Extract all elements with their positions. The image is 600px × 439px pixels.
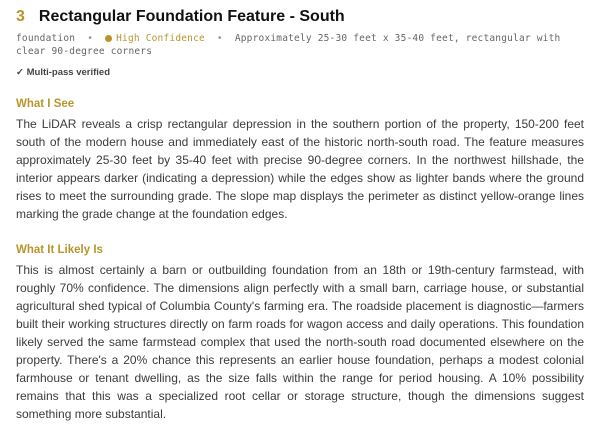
- meta-separator: •: [87, 33, 94, 44]
- feature-type: foundation: [16, 33, 76, 44]
- meta-separator: •: [216, 33, 223, 44]
- section-heading-what-it-likely-is: What It Likely Is: [16, 244, 103, 256]
- section-heading-what-i-see: What I See: [16, 98, 75, 110]
- confidence-label: High Confidence: [116, 33, 205, 44]
- section-body-what-i-see: The LiDAR reveals a crisp rectangular depression in the southern portion of the property, 150-200 feet south of the modern house and immediately east of the historic north-south road. The feature measures approximately 25-30 feet by 35-40 feet with precise 90-degree corners. In the northwest hillshade, the interior appears darker (indicating a depression) while the edges show as lighter bands where the ground rises to meet the surrounding grade. The slope map displays the perimeter as distinct yellow-orange lines marking the grade change at the foundation edges.: [16, 117, 584, 221]
- feature-dimensions: Approximately 25-30 feet x 35-40 feet, rectangular with clear 90-degree corners: [16, 33, 561, 57]
- verification-label: Multi-pass verified: [26, 67, 111, 78]
- check-icon: ✓: [16, 67, 24, 78]
- verification-status: [16, 67, 584, 78]
- feature-title: Rectangular Foundation Feature - South: [38, 8, 345, 25]
- feature-header: [16, 8, 584, 26]
- confidence-dot-icon: [105, 35, 112, 42]
- confidence-badge: [105, 33, 205, 44]
- feature-number: 3: [16, 8, 25, 25]
- feature-meta: [16, 32, 584, 58]
- section-body-what-it-likely-is: This is almost certainly a barn or outbuilding foundation from an 18th or 19th-century farmstead, with roughly 70% confidence. The dimensions align perfectly with a small barn, carriage house, or substantial agricultural shed typical of Columbia County's farming era. The roadside placement is diagnostic—farmers built their working structures directly on farm roads for wagon access and daily operations. This foundation likely served the same farmstead complex that used the north-south road documented elsewhere on the property. There's a 20% chance this represents an earlier house foundation, perhaps a modest colonial farmhouse or tenant dwelling, as the size falls within the range for period housing. A 10% possibility remains that this was a specialized root cellar or storage structure, though the dimensions suggest something more substantial.: [16, 263, 584, 421]
